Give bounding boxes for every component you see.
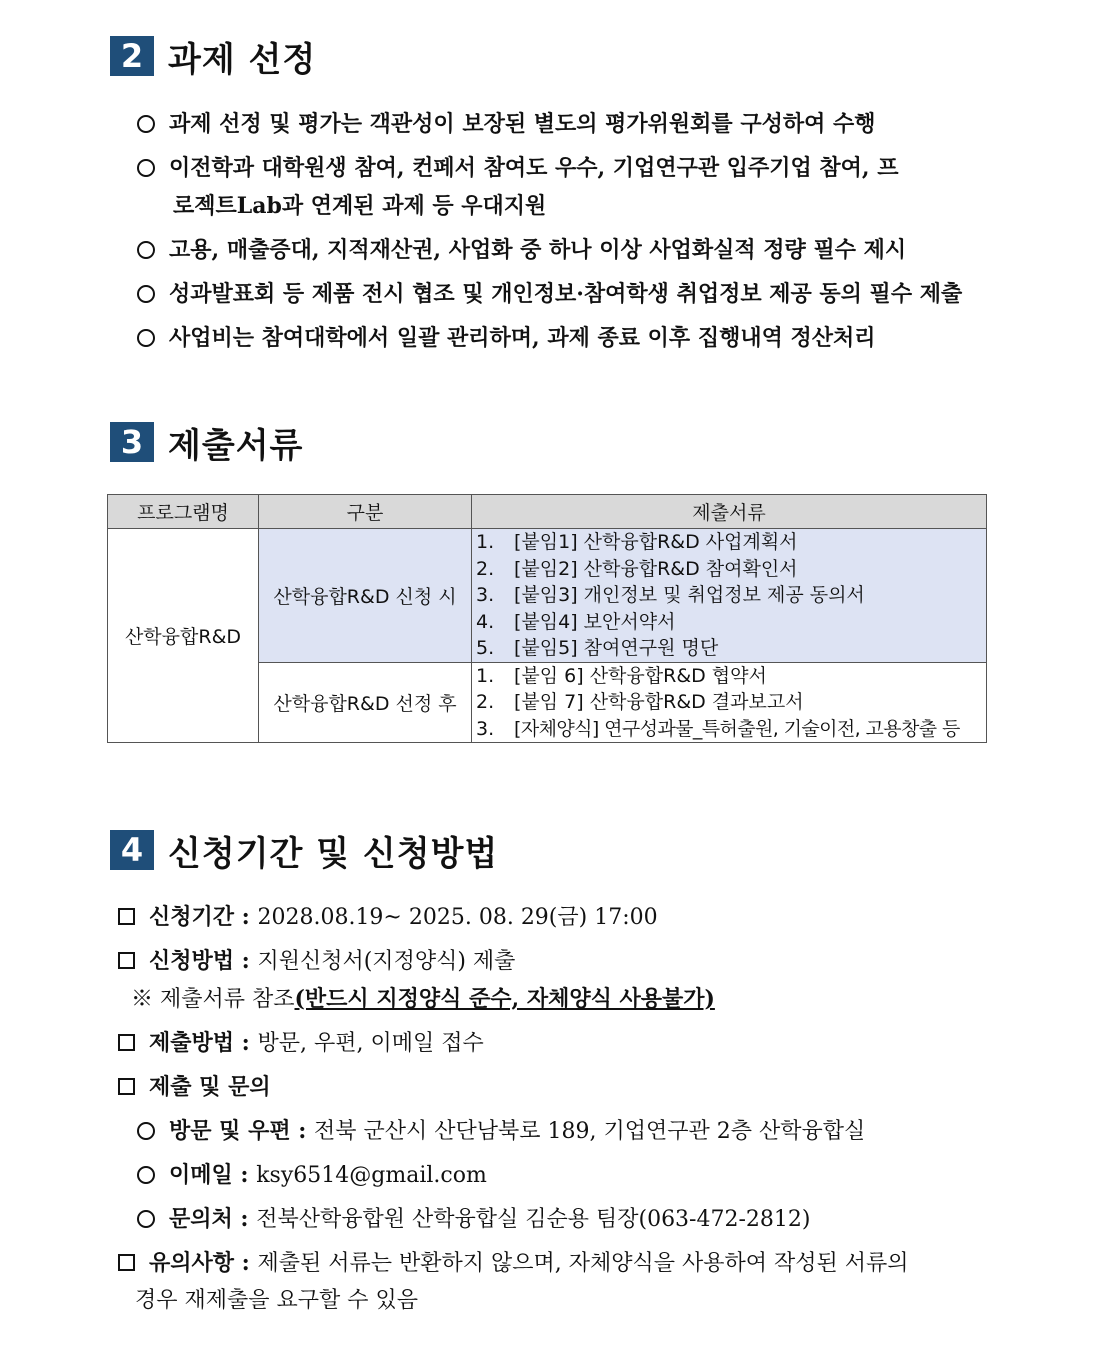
list-item: 1. [붙임1] 산학융합R&D 사업계획서 [476, 531, 798, 553]
method-line: 신청방법 : 지원신청서(지정양식) 제출 [118, 947, 515, 976]
program-name-cell: 산학융합R&D [108, 529, 259, 743]
submit-label: 제출방법 [149, 1030, 235, 1056]
selection-item-5: 사업비는 참여대학에서 일괄 관리하며, 과제 종료 이후 집행내역 정산처리 [137, 324, 876, 352]
square-bullet-icon [118, 952, 135, 969]
circle-bullet-icon [137, 1210, 155, 1228]
caution-label: 유의사항 [149, 1250, 235, 1276]
email-label: 이메일 [169, 1162, 233, 1188]
selection-item-4: 성과발표회 등 제품 전시 협조 및 개인정보·참여학생 취업정보 제공 동의 필수 제출 [137, 280, 962, 308]
circle-bullet-icon [137, 1166, 155, 1184]
contact-label: 문의처 [169, 1206, 233, 1232]
selection-item-1: 과제 선정 및 평가는 객관성이 보장된 별도의 평가위원회를 구성하여 수행 [137, 110, 876, 138]
visit-value: 전북 군산시 산단남북로 189, 기업연구관 2층 산학융합실 [314, 1119, 866, 1144]
square-bullet-icon [118, 908, 135, 925]
selection-item-2-cont: 로젝트Lab과 연계된 과제 등 우대지원 [173, 193, 547, 219]
table-header-row [108, 495, 987, 529]
section-number-badge: 2 [110, 36, 154, 76]
list-item: 1. [붙임 6] 산학융합R&D 협약서 [476, 664, 767, 687]
selection-item-2: 이전학과 대학원생 참여, 컨페서 참여도 우수, 기업연구관 입주기업 참여, 프 [137, 154, 898, 182]
method-value: 지원신청서(지정양식) 제출 [257, 949, 516, 974]
circle-bullet-icon [137, 285, 155, 303]
contact-line: 문의처 : 전북산학융합원 산학융합실 김순용 팀장(063-472-2812) [137, 1205, 811, 1234]
inquiry-label: 제출 및 문의 [149, 1074, 271, 1100]
header-documents: 제출서류 [472, 495, 987, 529]
submit-line: 제출방법 : 방문, 우편, 이메일 접수 [118, 1029, 484, 1058]
circle-bullet-icon [137, 115, 155, 133]
kind-cell: 산학융합R&D 선정 후 [259, 662, 472, 743]
square-bullet-icon [118, 1254, 135, 1271]
list-item: 3. [붙임3] 개인정보 및 취업정보 제공 동의서 [476, 584, 865, 606]
circle-bullet-icon [137, 329, 155, 347]
period-line: 신청기간 : 2028.08.19~ 2025. 08. 29(금) 17:00 [118, 903, 658, 932]
section-number-badge: 3 [110, 422, 154, 462]
header-kind: 구분 [259, 495, 472, 529]
list-item: 2. [붙임 7] 산학융합R&D 결과보고서 [476, 691, 804, 713]
caution-line-cont: 경우 재제출을 요구할 수 있음 [135, 1288, 418, 1313]
circle-bullet-icon [137, 159, 155, 177]
list-item: 3. [자체양식] 연구성과물_특허출원, 기술이전, 고용창출 등 [476, 717, 960, 740]
section-number-badge: 4 [110, 830, 154, 870]
email-line: 이메일 : ksy6514@gmail.com [137, 1161, 487, 1190]
kind-cell: 산학융합R&D 신청 시 [259, 529, 472, 663]
documents-cell [472, 529, 987, 663]
caution-line: 유의사항 : 제출된 서류는 반환하지 않으며, 자체양식을 사용하여 작성된 서류의 [118, 1249, 908, 1278]
list-item: 5. [붙임5] 참여연구원 명단 [476, 637, 719, 659]
visit-label: 방문 및 우편 [169, 1118, 291, 1144]
documents-table [107, 494, 987, 743]
note-emphasis: (반드시 지정양식 준수, 자체양식 사용불가) [294, 986, 715, 1012]
square-bullet-icon [118, 1078, 135, 1095]
email-value: ksy6514@gmail.com [256, 1163, 487, 1188]
section-title: 과제 선정 [168, 39, 317, 80]
method-note: ※ 제출서류 참조(반드시 지정양식 준수, 자체양식 사용불가) [131, 986, 715, 1012]
method-label: 신청방법 [149, 948, 235, 974]
table-row [108, 529, 987, 663]
submit-value: 방문, 우편, 이메일 접수 [257, 1031, 484, 1056]
header-program: 프로그램명 [108, 495, 259, 529]
documents-cell [472, 662, 987, 743]
circle-bullet-icon [137, 241, 155, 259]
section-title: 제출서류 [168, 425, 304, 466]
square-bullet-icon [118, 1034, 135, 1051]
caution-value: 제출된 서류는 반환하지 않으며, 자체양식을 사용하여 작성된 서류의 [257, 1251, 909, 1276]
section-3-heading [110, 420, 303, 464]
circle-bullet-icon [137, 1122, 155, 1140]
list-item: 4. [붙임4] 보안서약서 [476, 610, 676, 633]
selection-item-3: 고용, 매출증대, 지적재산권, 사업화 중 하나 이상 사업화실적 정량 필수 제시 [137, 236, 906, 264]
visit-line: 방문 및 우편 : 전북 군산시 산단남북로 189, 기업연구관 2층 산학융합실 [137, 1117, 865, 1146]
inquiry-line [118, 1073, 271, 1102]
list-item: 2. [붙임2] 산학융합R&D 참여확인서 [476, 557, 798, 580]
section-2-heading [110, 34, 316, 78]
contact-value: 전북산학융합원 산학융합실 김순용 팀장(063-472-2812) [256, 1207, 811, 1232]
section-title: 신청기간 및 신청방법 [168, 833, 499, 874]
period-label: 신청기간 [149, 904, 235, 930]
period-value: 2028.08.19~ 2025. 08. 29(금) 17:00 [257, 905, 658, 930]
section-4-heading [110, 828, 498, 872]
